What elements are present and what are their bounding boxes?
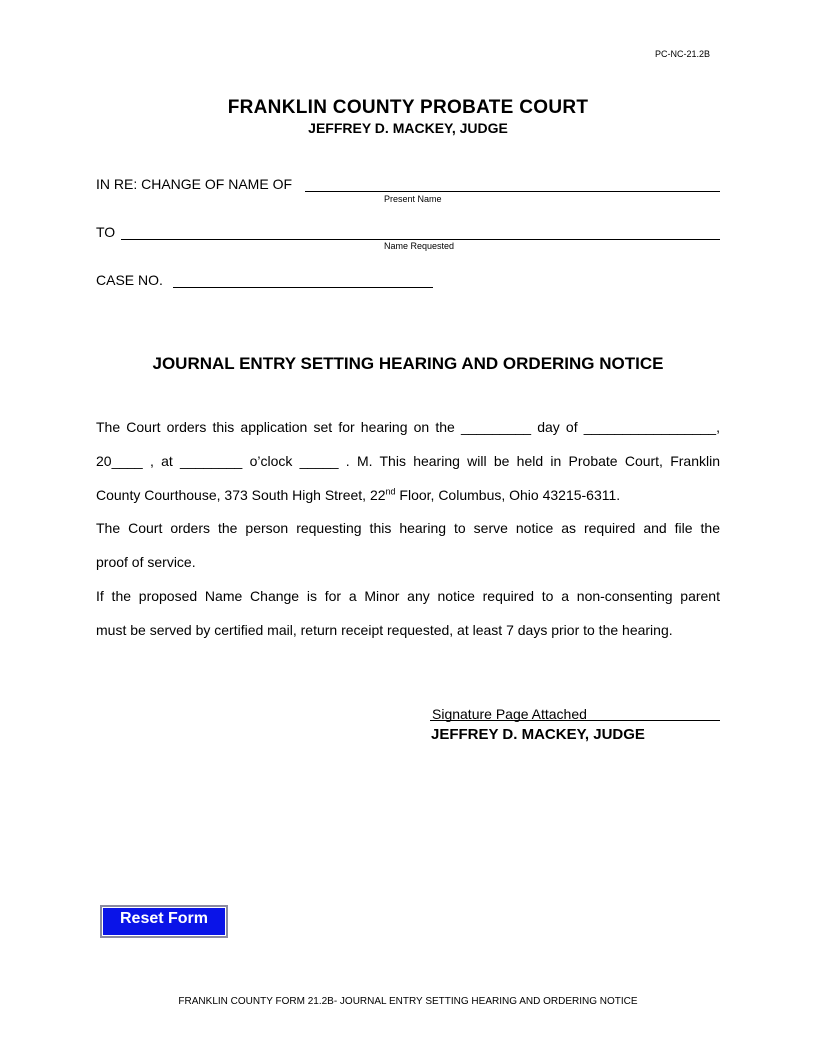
case-no-field[interactable] — [173, 287, 433, 288]
reset-form-button[interactable]: Reset Form — [100, 905, 228, 938]
court-title: FRANKLIN COUNTY PROBATE COURT — [227, 97, 589, 118]
body-line-6: If the proposed Name Change is for a Minor any notice required to a non-consenting parent — [96, 588, 720, 604]
form-id: PC-NC-21.2B — [655, 49, 711, 59]
body-line-3-sup: nd — [385, 486, 396, 497]
present-name-caption: Present Name — [384, 194, 442, 204]
judge-subtitle: JEFFREY D. MACKEY, JUDGE — [308, 120, 508, 136]
body-line-3-a: County Courthouse, 373 South High Street, 22 — [96, 487, 386, 503]
case-no-label: CASE NO. — [96, 272, 163, 288]
body-line-7: must be served by certified mail, return receipt requested, at least 7 days prior to the hearing. — [96, 622, 673, 638]
signature-label: Signature Page Attached — [432, 706, 587, 722]
body-line-4: The Court orders the person requesting this hearing to serve notice as required and file the — [96, 520, 720, 536]
body-line-5: proof of service. — [96, 554, 196, 570]
journal-entry-title: JOURNAL ENTRY SETTING HEARING AND ORDERING NOTICE — [152, 354, 664, 373]
name-requested-field[interactable] — [121, 239, 720, 240]
signature-line — [430, 720, 720, 721]
form-footer: FRANKLIN COUNTY FORM 21.2B- JOURNAL ENTRY SETTING HEARING AND ORDERING NOTICE — [178, 996, 638, 1007]
in-re-label: IN RE: CHANGE OF NAME OF — [96, 176, 293, 192]
body-line-3-b: Floor, Columbus, Ohio 43215-6311. — [395, 487, 621, 503]
body-line-3 — [96, 487, 720, 504]
present-name-field[interactable] — [305, 191, 720, 192]
name-requested-caption: Name Requested — [384, 241, 455, 251]
to-label: TO — [96, 224, 116, 240]
signature-judge-name: JEFFREY D. MACKEY, JUDGE — [431, 726, 645, 743]
body-line-1: The Court orders this application set for hearing on the _________ day of _________________, — [96, 419, 720, 435]
body-line-2: 20____ , at ________ o’clock _____ . M. This hearing will be held in Probate Court, Franklin — [96, 453, 720, 469]
